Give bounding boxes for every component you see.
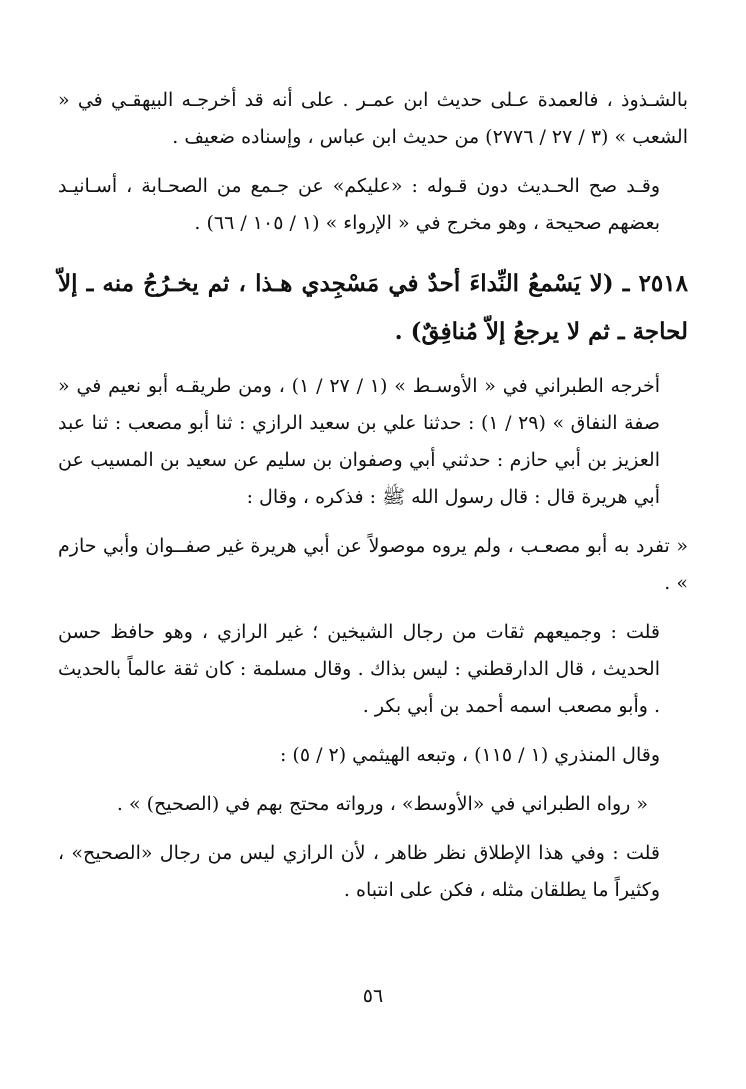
hadith-heading: ٢٥١٨ ـ (لا يَسْمعُ النِّداءَ أحدٌ في مَسْجِدي هـذا ، ثم يخـرُجُ منه ـ إلاّ لحاجة ـ ثم لا يرجعُ إلاّ مُنافِقٌ) . bbox=[58, 270, 688, 345]
paragraph-qultu-itlaq: قلت : وفي هذا الإطلاق نظر ظاهر ، لأن الرازي ليس من رجال «الصحيح» ، وكثيراً ما يطلقان مثله ، فكن على انتباه . bbox=[58, 842, 660, 901]
quote-rawahu-tabarani: « رواه الطبراني في «الأوسط» ، ورواته محتج بهم في (الصحيح) » . bbox=[116, 793, 648, 815]
paragraph-qultu-thiqat: قلت : وجميعهم ثقات من رجال الشيخين ؛ غير الرازي ، وهو حافظ حسن الحديث ، قال الدارقطني : ليس بذاك . وقال مسلمة : كان ثقة عالماً بالحديث . وأبو مصعب اسمه أحمد بن أبي بكر . bbox=[58, 621, 660, 717]
paragraph-sahha-al-hadith: وقـد صح الحـديث دون قـوله : «عليكم» عن جـمع من الصحـابة ، أسـانيـد بعضهم صحيحة ، وهو مخرج في « الإرواء » (١ / ١٠٥ / ٦٦) . bbox=[58, 175, 660, 234]
page-number: ٥٦ bbox=[362, 985, 384, 1007]
paragraph-mundhiri: وقال المنذري (١ / ١١٥) ، وتبعه الهيثمي (٢ / ٥) : bbox=[279, 744, 660, 766]
document-body bbox=[58, 82, 688, 909]
paragraph-takhrij: أخرجه الطبراني في « الأوسـط » (١ / ٢٧ / ١) ، ومن طريقـه أبو نعيم في « صفة النفاق » (٢٩ / ١) : حدثنا علي بن سعيد الرازي : ثنا أبو مصعب : ثنا عبد العزيز بن أبي حازم : حدثني أبي وصفوان بن سليم عن سعيد بن المسيب عن أبي هريرة قال : قال رسول الله ﷺ : فذكره ، وقال : bbox=[58, 375, 661, 508]
quote-tafarrada: « تفرد به أبو مصعـب ، ولم يروه موصولاً عن أبي هريرة غير صفــوان وأبي حازم » . bbox=[58, 535, 688, 594]
paragraph-shudhudh: بالشـذوذ ، فالعمدة عـلى حديث ابن عمـر . على أنه قد أخرجـه البيهقـي في « الشعب » (٣ / ٢٧ / ٢٧٧٦) من حديث ابن عباس ، وإسناده ضعيف . bbox=[58, 89, 688, 148]
